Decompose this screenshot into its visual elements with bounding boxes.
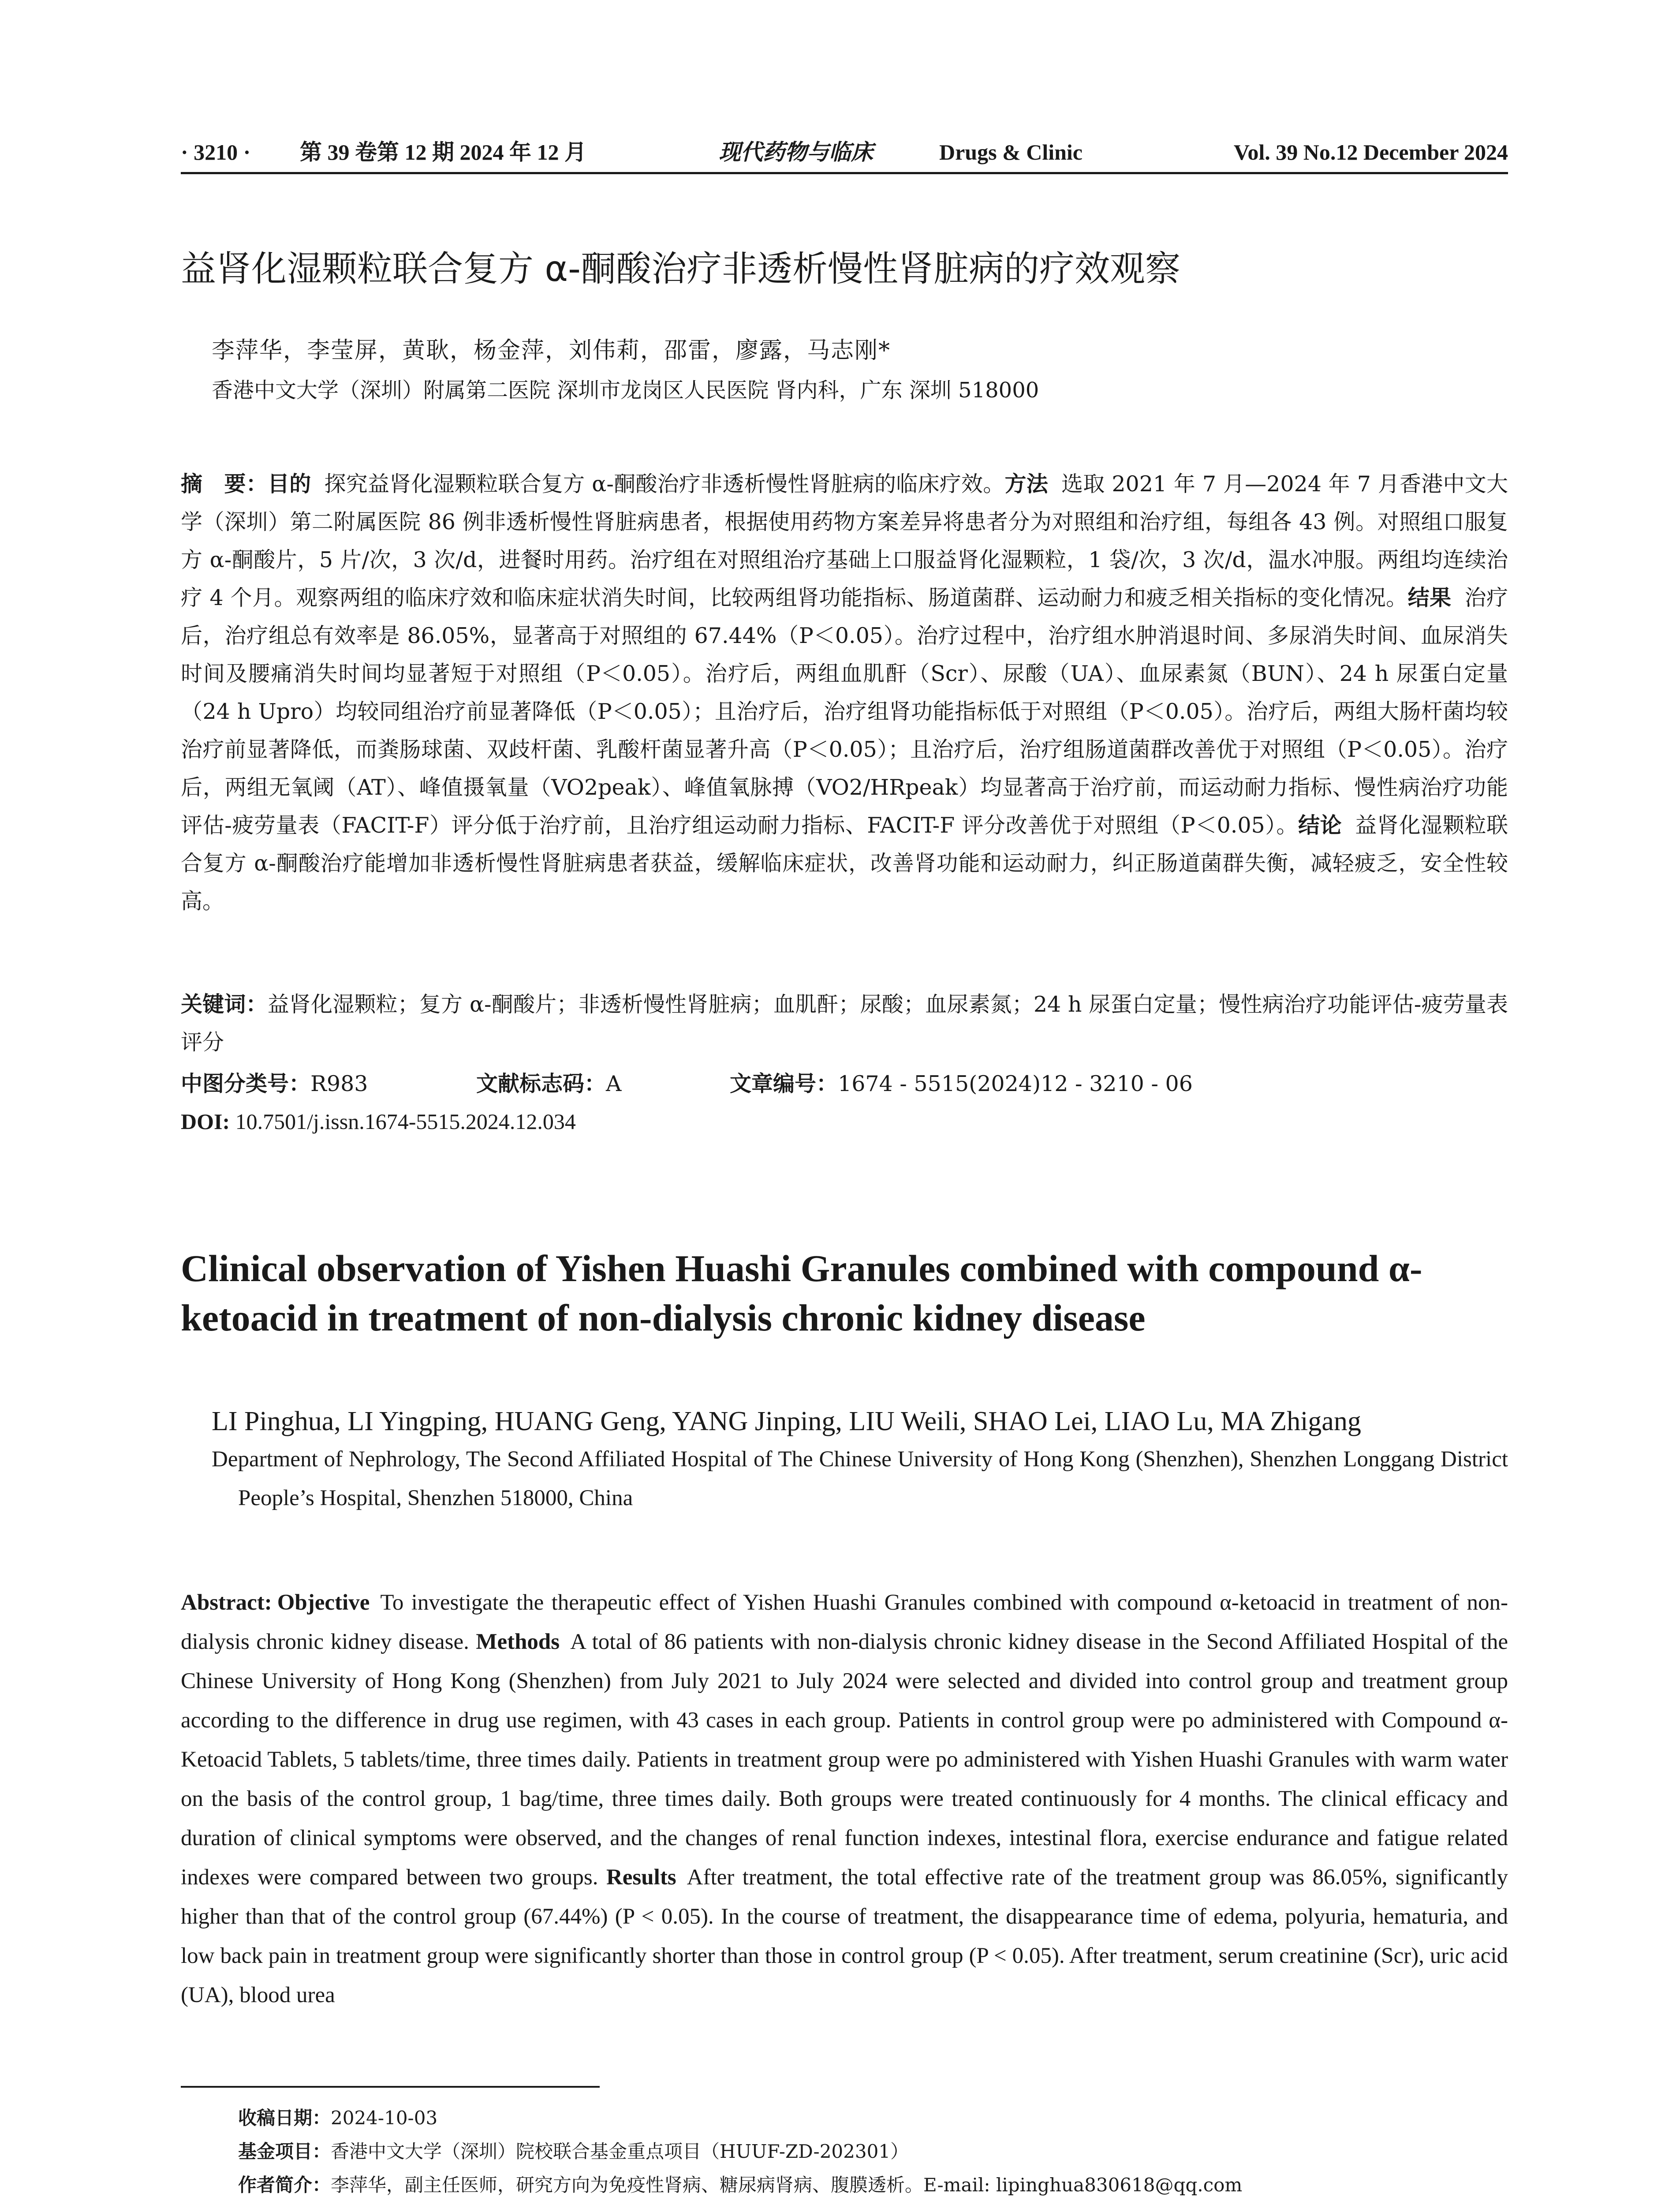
fund-text: 香港中文大学（深圳）院校联合基金重点项目（HUUF-ZD-202301）: [331, 2141, 909, 2162]
author-bio-text: 李萍华，副主任医师，研究方向为免疫性肾病、糖尿病肾病、腹膜透析。E-mail: lipinghua830618@qq.com: [331, 2174, 1243, 2196]
footnote-author: [238, 2168, 1508, 2202]
objective-label: 目的: [267, 471, 311, 497]
conclusion-label: 结论: [1298, 813, 1342, 838]
english-affiliation: [212, 1440, 1508, 1517]
conclusion-text: 益肾化湿颗粒联合复方 α-酮酸治疗能增加非透析慢性肾脏病患者获益，缓解临床症状，改善肾功能和运动耐力，纠正肠道菌群失衡，减轻疲乏，安全性较高。: [181, 813, 1508, 914]
chinese-authors: 李萍华，李莹屏，黄耿，杨金萍，刘伟莉，邵雷，廖露，马志刚*: [212, 337, 891, 364]
results-label: 结果: [1407, 585, 1452, 610]
author-bio-label: 作者简介：: [238, 2174, 331, 2196]
footnote-divider: [181, 2086, 600, 2088]
chinese-title: 益肾化湿颗粒联合复方 α-酮酸治疗非透析慢性肾脏病的疗效观察: [181, 248, 1181, 289]
footnotes: [238, 2101, 1508, 2205]
classification-line: [181, 1065, 1508, 1103]
english-title: Clinical observation of Yishen Huashi Granules combined with compound α-ketoacid in treatment of non-dialysis chronic kidney disease: [181, 1247, 1422, 1339]
journal-name-cn: 现代药物与临床: [719, 140, 873, 164]
received-label: 收稿日期：: [238, 2107, 331, 2129]
methods-label: 方法: [1004, 471, 1049, 497]
journal-name-en: Drugs & Clinic: [939, 140, 1083, 164]
keywords-text: 益肾化湿颗粒；复方 α-酮酸片；非透析慢性肾脏病；血肌酐；尿酸；血尿素氮；24 h 尿蛋白定量；慢性病治疗功能评估-疲劳量表评分: [181, 992, 1508, 1055]
footnote-fund: [238, 2135, 1508, 2168]
doi-label: DOI:: [181, 1109, 230, 1134]
doc-code-value: A: [606, 1071, 622, 1096]
footnote-corresponding: [238, 2202, 1508, 2205]
results-text: 治疗后，治疗组总有效率是 86.05%，显著高于对照组的 67.44%（P＜0.05）。治疗过程中，治疗组水肿消退时间、多尿消失时间、血尿消失时间及腰痛消失时间均显著短于对照组（P＜0.05）。治疗后，两组血肌酐（Scr）、尿酸（UA）、血尿素氮（BUN）、24 h 尿蛋白定量（24 h Upro）均较同组治疗前显著降低（P＜0.05）；且治疗后，治疗组肾功能指标低于对照组（P＜0.05）。治疗后，两组大肠杆菌均较治疗前显著降低，而粪肠球菌、双歧杆菌、乳酸杆菌显著升高（P＜0.05）；且治疗后，治疗组肠道菌群改善优于对照组（P＜0.05）。治疗后，两组无氧阈（AT）、峰值摄氧量（VO2peak）、峰值氧脉搏（VO2/HRpeak）均显著高于治疗前，而运动耐力指标、慢性病治疗功能评估-疲劳量表（FACIT-F）评分低于治疗前，且治疗组运动耐力指标、FACIT-F 评分改善优于对照组（P＜0.05）。: [181, 585, 1508, 838]
chinese-keywords: [181, 986, 1508, 1061]
objective-text: 探究益肾化湿颗粒联合复方 α-酮酸治疗非透析慢性肾脏病的临床疗效。: [324, 471, 1005, 497]
abstract-label: 摘 要：: [181, 471, 268, 497]
doc-code-label: 文献标志码：: [476, 1071, 606, 1096]
en-results-text: After treatment, the total effective rate of the treatment group was 86.05%, significantly higher than that of the control group (67.44%) (P < 0.05). In the course of treatment, the disappearance time of edema, polyuria, hematuria, and low back pain in treatment group were significantly shorter than those in control group (P < 0.05). After treatment, serum creatinine (Scr), uric acid (UA), blood urea: [181, 1865, 1508, 2007]
article-page: [181, 132, 1508, 2196]
keywords-label: 关键词：: [181, 992, 268, 1017]
clc-value: R983: [310, 1071, 368, 1096]
en-methods-label: Methods: [476, 1629, 560, 1654]
footnote-received: [238, 2101, 1508, 2135]
chinese-abstract: [181, 465, 1508, 920]
article-no-label: 文章编号：: [730, 1071, 838, 1096]
en-results-label: Results: [606, 1865, 676, 1890]
en-objective-label: Objective: [277, 1590, 370, 1615]
en-abstract-label: Abstract:: [181, 1590, 272, 1615]
methods-text: 选取 2021 年 7 月—2024 年 7 月香港中文大学（深圳）第二附属医院 86 例非透析慢性肾脏病患者，根据使用药物方案差异将患者分为对照组和治疗组，每组各 43 例。对照组口服复方 α-酮酸片，5 片/次，3 次/d，进餐时用药。治疗组在对照组治疗基础上口服益肾化湿颗粒，1 袋/次，3 次/d，温水冲服。两组均连续治疗 4 个月。观察两组的临床疗效和临床症状消失时间，比较两组肾功能指标、肠道菌群、运动耐力和疲乏相关指标的变化情况。: [181, 471, 1508, 610]
clc-label: 中图分类号：: [181, 1071, 311, 1096]
english-affiliation-text: Department of Nephrology, The Second Affiliated Hospital of The Chinese University of Hong Kong (Shenzhen), Shenzhen Longgang District People’s Hospital, Shenzhen 518000, China: [212, 1447, 1508, 1510]
doi-line: [181, 1102, 576, 1140]
chinese-affiliation: 香港中文大学（深圳）附属第二医院 深圳市龙岗区人民医院 肾内科，广东 深圳 518000: [212, 378, 1039, 403]
fund-label: 基金项目：: [238, 2141, 331, 2162]
article-no-value: 1674 - 5515(2024)12 - 3210 - 06: [838, 1071, 1193, 1096]
volume-info: Vol. 39 No.12 December 2024: [1233, 140, 1508, 164]
running-header: [181, 132, 1508, 174]
received-date: 2024-10-03: [331, 2107, 438, 2129]
en-methods-text: A total of 86 patients with non-dialysis chronic kidney disease in the Second Affiliated Hospital of the Chinese University of Hong Kong (Shenzhen) from July 2021 to July 2024 were selected and divided into control group and treatment group according to the difference in drug use regimen, with 43 cases in each group. Patients in control group were po administered with Compound α-Ketoacid Tablets, 5 tablets/time, three times daily. Patients in treatment group were po administered with Yishen Huashi Granules with warm water on the basis of the control group, 1 bag/time, three times daily. Both groups were treated continuously for 4 months. The clinical efficacy and duration of clinical symptoms were observed, and the changes of renal function indexes, intestinal flora, exercise endurance and fatigue related indexes were compared between two groups.: [181, 1629, 1508, 1890]
english-authors: LI Pinghua, LI Yingping, HUANG Geng, YANG Jinping, LIU Weili, SHAO Lei, LIAO Lu, MA Zhigang: [212, 1406, 1361, 1436]
doi-link[interactable]: 10.7501/j.issn.1674-5515.2024.12.034: [235, 1109, 576, 1134]
issue-info: 第 39 卷第 12 期 2024 年 12 月: [300, 140, 586, 164]
en-objective-text: To investigate the therapeutic effect of Yishen Huashi Granules combined with compound α-ketoacid in treatment of non-dialysis chronic kidney disease.: [181, 1590, 1508, 1654]
english-abstract: [181, 1583, 1508, 2015]
page-number: · 3210 ·: [181, 140, 251, 164]
